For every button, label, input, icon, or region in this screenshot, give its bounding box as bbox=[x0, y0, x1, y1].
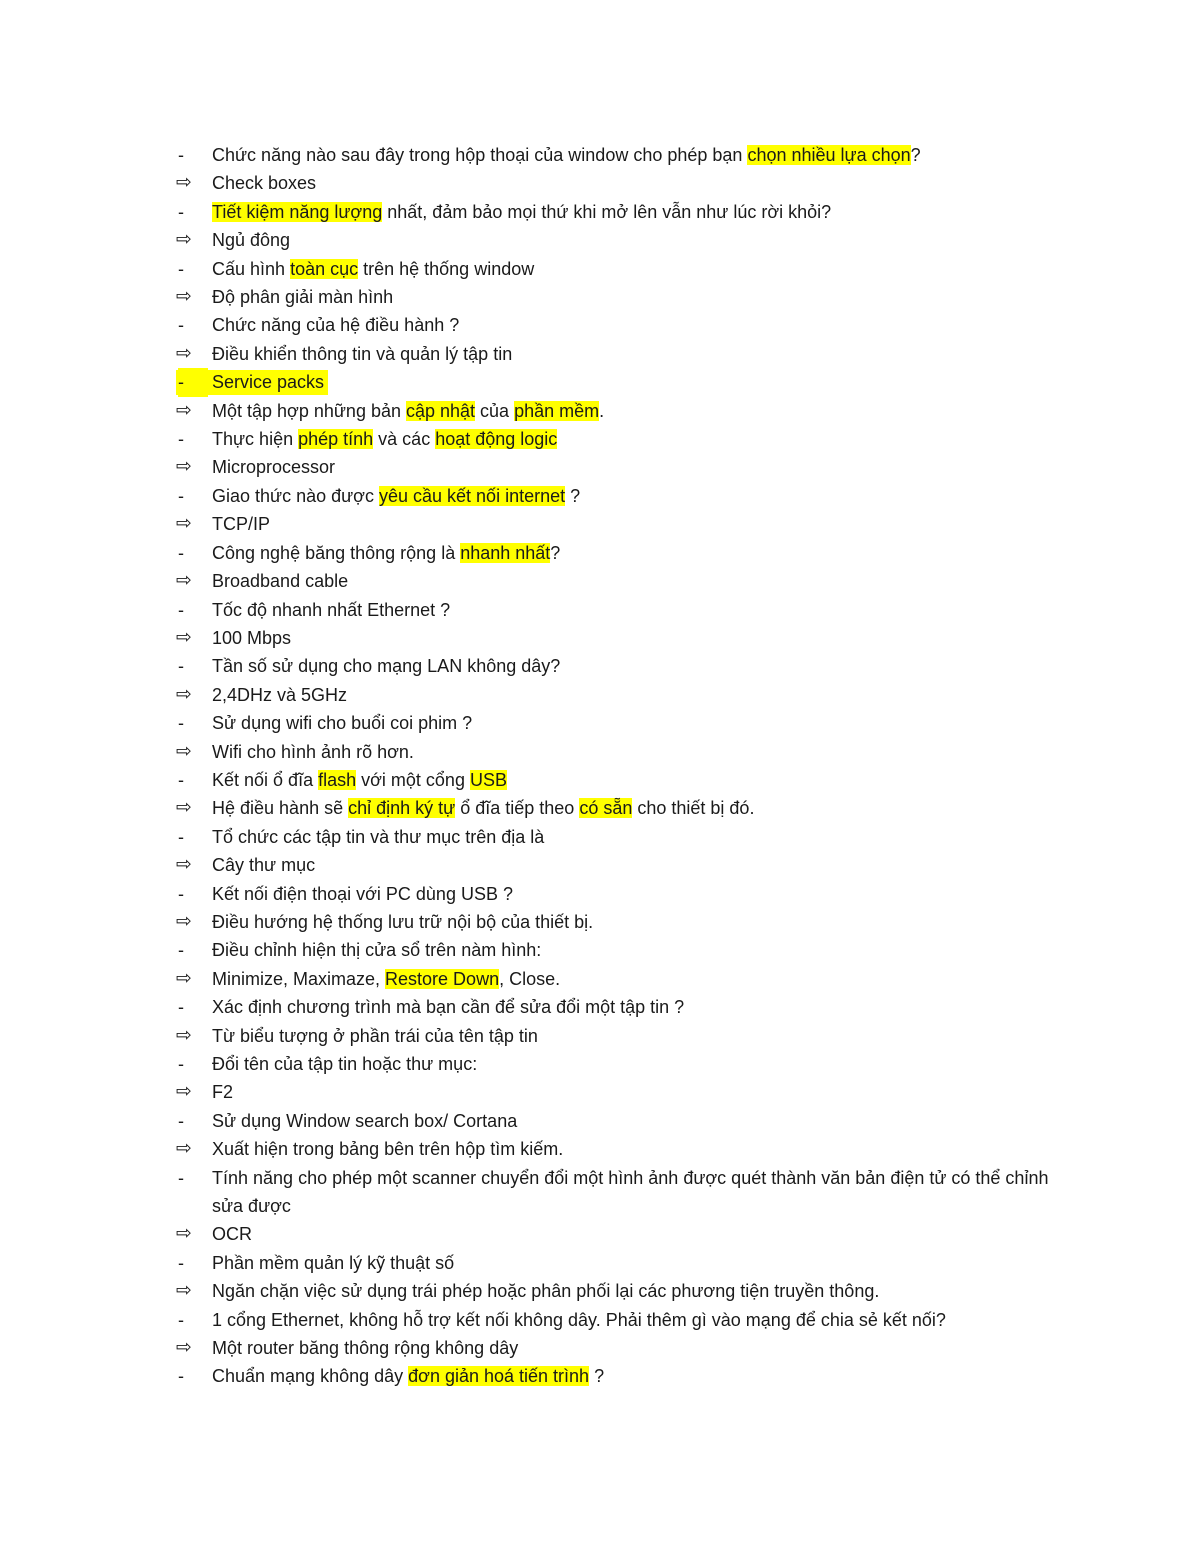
text-segment: ? bbox=[589, 1366, 605, 1387]
dash-bullet: - bbox=[178, 145, 184, 165]
line-text bbox=[212, 884, 513, 904]
text-segment: trên hệ thống window bbox=[358, 258, 535, 279]
question-line bbox=[176, 255, 1056, 283]
line-text bbox=[212, 1168, 1048, 1216]
text-segment: Chức năng nào sau đây trong hộp thoại của window cho phép bạn bbox=[212, 145, 748, 165]
document-body bbox=[176, 141, 1056, 1391]
question-line bbox=[176, 198, 1056, 226]
answer-line bbox=[176, 1022, 1056, 1050]
line-text bbox=[212, 1054, 477, 1074]
highlighted-text: chọn nhiều lựa chọn bbox=[747, 145, 911, 165]
arrow-bullet-icon: ⇨ bbox=[176, 740, 192, 762]
line-text bbox=[212, 713, 472, 733]
dash-bullet: - bbox=[178, 769, 184, 790]
arrow-bullet-icon: ⇨ bbox=[176, 683, 192, 705]
line-text bbox=[212, 1139, 563, 1159]
highlighted-text: flash bbox=[318, 769, 357, 790]
text-segment: Broadband cable bbox=[212, 571, 349, 592]
text-segment: Xuất hiện trong bảng bên trên hộp tìm kiếm. bbox=[212, 1139, 564, 1160]
dash-bullet: - bbox=[178, 883, 184, 904]
answer-line bbox=[176, 1220, 1056, 1248]
question-line bbox=[176, 425, 1056, 453]
line-text bbox=[212, 628, 291, 648]
arrow-bullet-icon: ⇨ bbox=[176, 910, 192, 932]
question-line bbox=[176, 1362, 1056, 1390]
arrow-bullet-icon: ⇨ bbox=[176, 1337, 192, 1359]
question-line bbox=[176, 1249, 1056, 1277]
line-text bbox=[212, 855, 315, 875]
dash-bullet: - bbox=[178, 542, 184, 563]
highlighted-text: phép tính bbox=[298, 429, 374, 450]
line-text bbox=[212, 1111, 517, 1131]
text-segment: Cấu hình bbox=[212, 258, 291, 279]
text-segment: Từ biểu tượng ở phần trái của tên tập tin bbox=[212, 1025, 538, 1046]
dash-bullet: - bbox=[178, 599, 184, 620]
text-segment: 2,4DHz và 5GHz bbox=[212, 684, 348, 705]
highlighted-text: Restore Down bbox=[385, 968, 500, 989]
text-segment: Wifi cho hình ảnh rõ hơn. bbox=[212, 741, 414, 762]
dash-bullet: - bbox=[178, 315, 184, 336]
highlighted-text: nhanh nhất bbox=[460, 542, 551, 563]
text-segment: Sử dụng wifi cho buổi coi phim ? bbox=[212, 713, 473, 734]
line-text bbox=[212, 685, 347, 705]
arrow-bullet-icon: ⇨ bbox=[176, 797, 192, 819]
highlighted-text: đơn giản hoá tiến trình bbox=[408, 1366, 590, 1387]
text-segment: của bbox=[475, 400, 515, 421]
text-segment: Phần mềm quản lý kỹ thuật số bbox=[212, 1252, 455, 1273]
text-segment: Đổi tên của tập tin hoặc thư mục: bbox=[212, 1054, 478, 1074]
answer-line bbox=[176, 567, 1056, 595]
question-line bbox=[176, 596, 1056, 624]
question-line bbox=[176, 652, 1056, 680]
text-segment: Giao thức nào được bbox=[212, 485, 379, 506]
line-text bbox=[212, 1253, 454, 1273]
text-segment: và các bbox=[373, 429, 436, 450]
text-segment: , Close. bbox=[499, 968, 561, 989]
highlighted-text: phần mềm bbox=[514, 400, 600, 421]
text-segment: Cây thư mục bbox=[212, 855, 316, 876]
line-text bbox=[212, 742, 414, 762]
text-segment: Một router băng thông rộng không dây bbox=[212, 1338, 519, 1359]
text-segment: Minimize, Maximaze, bbox=[212, 968, 386, 989]
line-text bbox=[212, 543, 560, 563]
question-line bbox=[176, 1107, 1056, 1135]
text-segment: Điều hướng hệ thống lưu trữ nội bộ của thiết bị. bbox=[212, 911, 594, 932]
highlighted-text: hoạt động logic bbox=[435, 429, 558, 450]
highlighted-text: yêu cầu kết nối internet bbox=[378, 485, 566, 506]
line-text bbox=[212, 798, 754, 818]
line-text bbox=[212, 571, 348, 591]
dash-bullet: - bbox=[178, 1309, 184, 1330]
answer-line bbox=[176, 1277, 1056, 1305]
question-line bbox=[176, 936, 1056, 964]
question-line bbox=[176, 539, 1056, 567]
text-segment: Tốc độ nhanh nhất Ethernet ? bbox=[212, 599, 451, 620]
dash-bullet: - bbox=[178, 485, 184, 506]
answer-line bbox=[176, 169, 1056, 197]
line-text bbox=[212, 173, 316, 193]
arrow-bullet-icon: ⇨ bbox=[176, 1223, 192, 1245]
question-line bbox=[176, 1164, 1056, 1221]
arrow-bullet-icon: ⇨ bbox=[176, 854, 192, 876]
line-text bbox=[212, 429, 557, 449]
line-text bbox=[212, 912, 593, 932]
highlighted-text: Tiết kiệm năng lượng bbox=[212, 201, 383, 222]
arrow-bullet-icon: ⇨ bbox=[176, 626, 192, 648]
text-segment: Một tập hợp những bản bbox=[212, 400, 406, 421]
answer-line bbox=[176, 226, 1056, 254]
arrow-bullet-icon: ⇨ bbox=[176, 1081, 192, 1103]
text-segment: Chức năng của hệ điều hành ? bbox=[212, 315, 460, 336]
line-text bbox=[212, 1281, 879, 1301]
line-text bbox=[212, 770, 507, 790]
text-segment: Tính năng cho phép một scanner chuyển đổi một hình ảnh được quét thành văn bản điện tử có thể chỉnh sửa được bbox=[212, 1167, 1049, 1217]
dash-bullet: - bbox=[178, 368, 208, 396]
dash-bullet: - bbox=[178, 1366, 184, 1387]
line-text bbox=[212, 486, 580, 506]
answer-line bbox=[176, 1078, 1056, 1106]
text-segment: ổ đĩa tiếp theo bbox=[455, 798, 580, 819]
line-text bbox=[212, 969, 560, 989]
highlighted-text: USB bbox=[469, 769, 507, 790]
line-text bbox=[212, 656, 560, 676]
text-segment: ? bbox=[910, 145, 921, 165]
arrow-bullet-icon: ⇨ bbox=[176, 1024, 192, 1046]
answer-line bbox=[176, 453, 1056, 481]
text-segment: Ngủ đông bbox=[212, 230, 291, 251]
arrow-bullet-icon: ⇨ bbox=[176, 1280, 192, 1302]
text-segment: nhất, đảm bảo mọi thứ khi mở lên vẫn như lúc rời khỏi? bbox=[382, 201, 832, 222]
question-line bbox=[176, 368, 1056, 396]
question-line bbox=[176, 141, 1056, 169]
line-text bbox=[212, 315, 459, 335]
text-segment: TCP/IP bbox=[212, 514, 271, 535]
dash-bullet: - bbox=[178, 429, 184, 450]
arrow-bullet-icon: ⇨ bbox=[176, 229, 192, 251]
dash-bullet: - bbox=[178, 1054, 184, 1074]
line-text bbox=[212, 145, 921, 165]
arrow-bullet-icon: ⇨ bbox=[176, 456, 192, 478]
dash-bullet: - bbox=[178, 201, 184, 222]
dash-bullet: - bbox=[178, 656, 184, 677]
answer-line bbox=[176, 624, 1056, 652]
arrow-bullet-icon: ⇨ bbox=[176, 1138, 192, 1160]
dash-bullet: - bbox=[178, 713, 184, 734]
line-text bbox=[212, 372, 324, 392]
arrow-bullet-icon: ⇨ bbox=[176, 172, 192, 194]
dash-bullet: - bbox=[178, 997, 184, 1018]
line-text bbox=[212, 1082, 233, 1102]
text-segment: 1 cổng Ethernet, không hỗ trợ kết nối không dây. Phải thêm gì vào mạng để chia sẻ kết nối? bbox=[212, 1309, 946, 1330]
answer-line bbox=[176, 965, 1056, 993]
answer-line bbox=[176, 851, 1056, 879]
text-segment: OCR bbox=[212, 1224, 252, 1245]
question-line bbox=[176, 482, 1056, 510]
answer-line bbox=[176, 397, 1056, 425]
line-text bbox=[212, 827, 544, 847]
text-segment: Thực hiện bbox=[212, 429, 299, 450]
text-segment: ? bbox=[550, 542, 561, 563]
line-text bbox=[212, 1224, 252, 1244]
text-segment: Microprocessor bbox=[212, 457, 336, 478]
arrow-bullet-icon: ⇨ bbox=[176, 513, 192, 535]
text-segment: Tần số sử dụng cho mạng LAN không dây? bbox=[212, 656, 561, 677]
line-text bbox=[212, 259, 534, 279]
dash-bullet: - bbox=[178, 1252, 184, 1273]
answer-line bbox=[176, 283, 1056, 311]
arrow-bullet-icon: ⇨ bbox=[176, 399, 192, 421]
text-segment: Điều khiển thông tin và quản lý tập tin bbox=[212, 343, 513, 364]
question-line bbox=[176, 311, 1056, 339]
text-segment: Chuẩn mạng không dây bbox=[212, 1366, 409, 1387]
text-segment: Ngăn chặn việc sử dụng trái phép hoặc phân phối lại các phương tiện truyền thông. bbox=[212, 1281, 880, 1302]
answer-line bbox=[176, 1334, 1056, 1362]
line-text bbox=[212, 230, 290, 250]
dash-bullet: - bbox=[178, 258, 184, 279]
dash-bullet: - bbox=[178, 1110, 184, 1131]
arrow-bullet-icon: ⇨ bbox=[176, 570, 192, 592]
line-text bbox=[212, 1338, 518, 1358]
highlighted-text: có sẵn bbox=[579, 798, 633, 819]
line-text bbox=[212, 457, 335, 477]
dash-bullet: - bbox=[178, 1167, 184, 1188]
text-segment: Điều chỉnh hiện thị cửa sổ trên nàm hình: bbox=[212, 940, 542, 961]
text-segment: cho thiết bị đó. bbox=[632, 798, 755, 819]
question-line bbox=[176, 880, 1056, 908]
dash-bullet: - bbox=[178, 940, 184, 961]
text-segment: Service packs bbox=[212, 372, 325, 393]
answer-line bbox=[176, 794, 1056, 822]
answer-line bbox=[176, 510, 1056, 538]
text-segment: Tổ chức các tập tin và thư mục trên địa là bbox=[212, 826, 545, 847]
line-text bbox=[212, 1026, 538, 1046]
text-segment: ? bbox=[565, 485, 581, 506]
text-segment: Độ phân giải màn hình bbox=[212, 287, 394, 308]
answer-line bbox=[176, 681, 1056, 709]
highlighted-text: chỉ định ký tự bbox=[348, 798, 456, 819]
text-segment: . bbox=[599, 400, 605, 421]
text-segment: Kết nối điện thoại với PC dùng USB ? bbox=[212, 883, 513, 904]
line-text bbox=[212, 940, 541, 960]
highlighted-text: cập nhật bbox=[405, 400, 476, 421]
question-line bbox=[176, 709, 1056, 737]
line-text bbox=[212, 1366, 604, 1386]
text-segment: Công nghệ băng thông rộng là bbox=[212, 542, 461, 563]
text-segment: Hệ điều hành sẽ bbox=[212, 798, 349, 819]
text-segment: Sử dụng Window search box/ Cortana bbox=[212, 1110, 518, 1131]
line-text bbox=[212, 287, 393, 307]
line-text bbox=[212, 997, 684, 1017]
line-text bbox=[212, 344, 512, 364]
line-text bbox=[212, 401, 604, 421]
dash-bullet: - bbox=[178, 826, 184, 847]
text-segment: 100 Mbps bbox=[212, 627, 292, 648]
text-segment: với một cổng bbox=[356, 769, 470, 790]
text-segment: Check boxes bbox=[212, 173, 317, 194]
line-text bbox=[212, 600, 450, 620]
text-segment: Xác định chương trình mà bạn cần để sửa đổi một tập tin ? bbox=[212, 997, 685, 1018]
line-text bbox=[212, 1310, 946, 1330]
arrow-bullet-icon: ⇨ bbox=[176, 342, 192, 364]
answer-line bbox=[176, 738, 1056, 766]
question-line bbox=[176, 823, 1056, 851]
line-text bbox=[212, 202, 831, 222]
answer-line bbox=[176, 908, 1056, 936]
question-line bbox=[176, 1050, 1056, 1078]
arrow-bullet-icon: ⇨ bbox=[176, 967, 192, 989]
question-line bbox=[176, 1306, 1056, 1334]
arrow-bullet-icon: ⇨ bbox=[176, 286, 192, 308]
answer-line bbox=[176, 1135, 1056, 1163]
question-line bbox=[176, 993, 1056, 1021]
question-line bbox=[176, 766, 1056, 794]
text-segment: F2 bbox=[212, 1082, 234, 1103]
line-text bbox=[212, 514, 270, 534]
highlighted-text: toàn cục bbox=[290, 258, 359, 279]
answer-line bbox=[176, 340, 1056, 368]
text-segment: Kết nối ổ đĩa bbox=[212, 769, 319, 790]
